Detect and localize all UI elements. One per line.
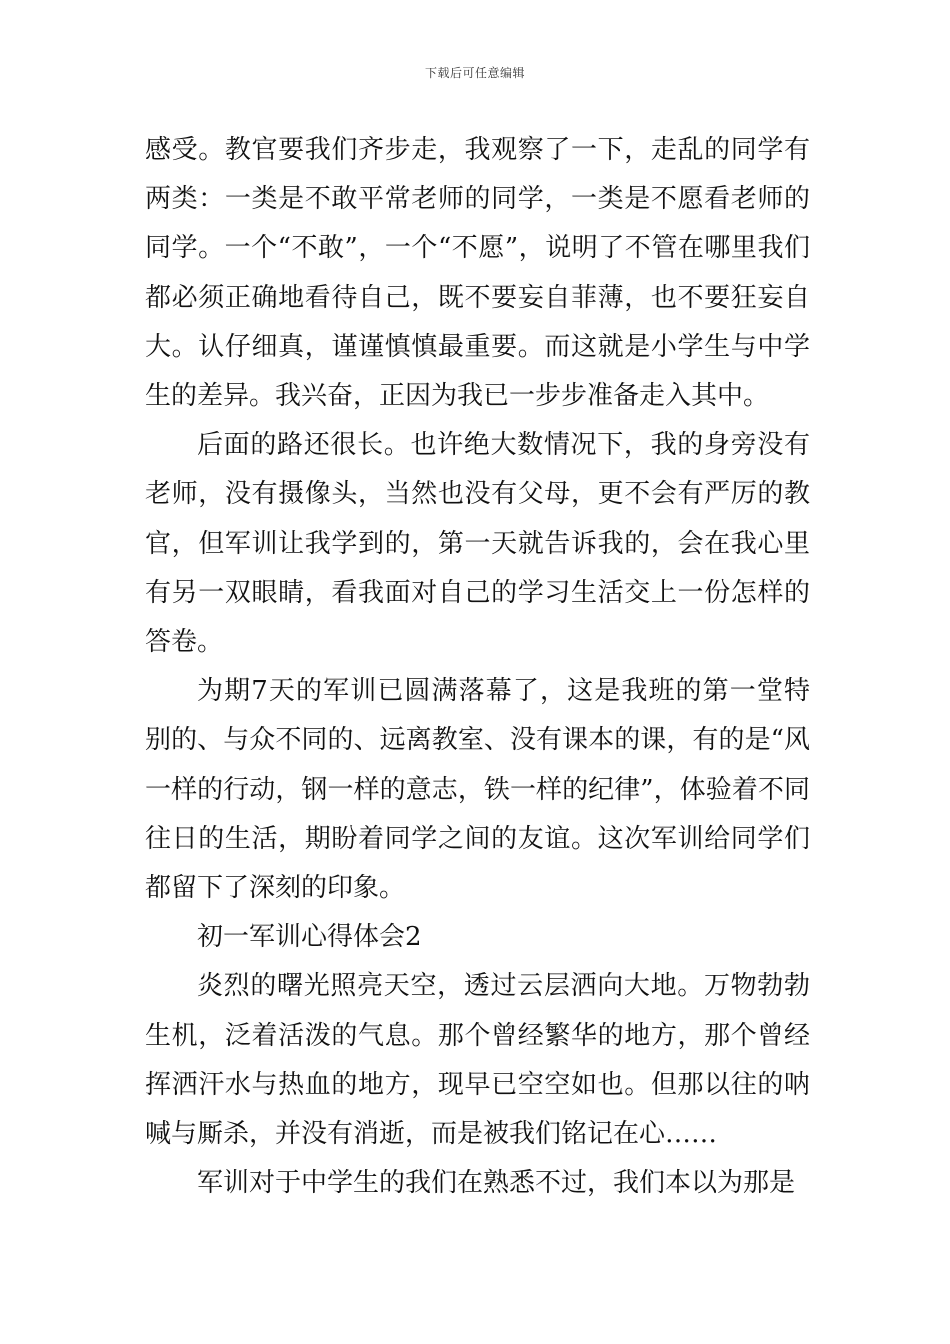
paragraph-5: 军训对于中学生的我们在熟悉不过，我们本以为那是 bbox=[197, 1168, 796, 1199]
paragraph-1: 感受。教官要我们齐步走，我观察了一下，走乱的同学有两类：一类是不敢平常老师的同学，一类是不愿看老师的同学。一个“不敢”，一个“不愿”，说明了不管在哪里我们都必须正确地看待自己，既不要妄自菲薄，也不要狂妄自大。认仔细真，谨谨慎慎最重要。而这就是小学生与中学生的差异。我兴奋，正因为我已一步步准备走入其中。 bbox=[145, 135, 810, 412]
paragraph-3: 为期7天的军训已圆满落幕了，这是我班的第一堂特别的、与众不同的、远离教室、没有课本的课，有的是“风一样的行动，钢一样的意志，铁一样的纪律”，体验着不同往日的生活，期盼着同学之间的友谊。这次军训给同学们都留下了深刻的印象。 bbox=[145, 676, 810, 904]
document-body bbox=[145, 126, 810, 1208]
paragraph-2: 后面的路还很长。也许绝大数情况下，我的身旁没有老师，没有摄像头，当然也没有父母，更不会有严厉的教官，但军训让我学到的，第一天就告诉我的，会在我心里有另一双眼睛，看我面对自己的学习生活交上一份怎样的答卷。 bbox=[145, 430, 810, 658]
paragraph-4: 炎烈的曙光照亮天空，透过云层洒向大地。万物勃勃生机，泛着活泼的气息。那个曾经繁华的地方，那个曾经挥洒汗水与热血的地方，现早已空空如也。但那以往的呐喊与厮杀，并没有消逝，而是被我们铭记在心…… bbox=[145, 971, 810, 1150]
section-heading: 初一军训心得体会2 bbox=[197, 922, 422, 953]
header-note: 下载后可任意编辑 bbox=[424, 66, 525, 80]
